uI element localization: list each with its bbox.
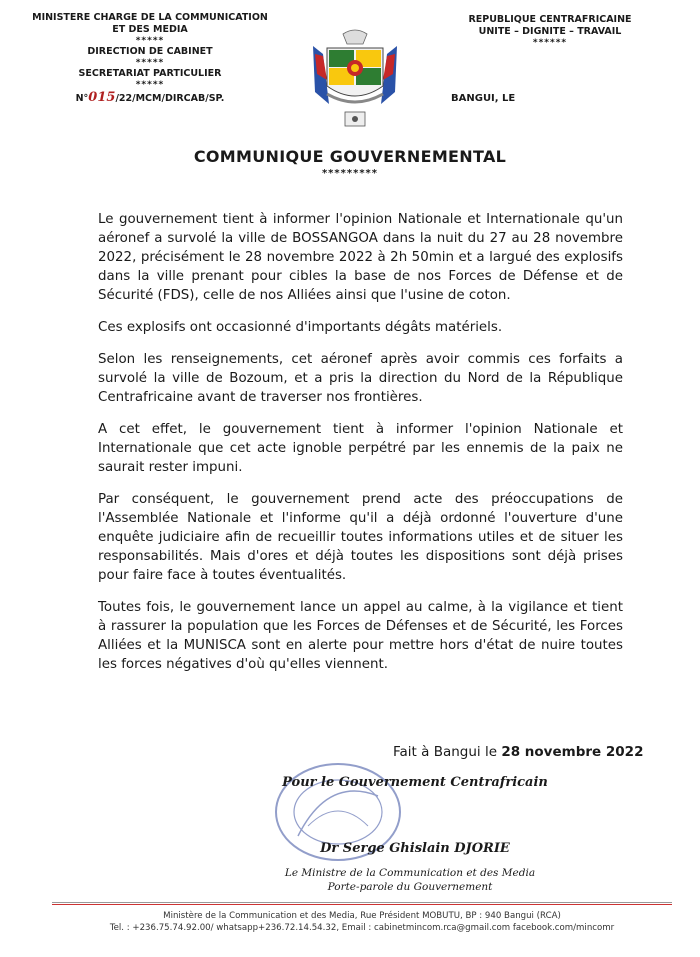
header-stars: ***** <box>135 36 165 46</box>
signed-at: Fait à Bangui le <box>393 744 498 760</box>
reference-suffix: /22/MCM/DIRCAB/SP. <box>115 93 225 104</box>
on-behalf-of: Pour le Gouvernement Centrafricain <box>282 775 548 790</box>
national-motto: UNITE – DIGNITE – TRAVAIL <box>478 26 622 37</box>
footer-contacts: Tel. : +236.75.74.92.00/ whatsapp+236.72.14.54.32, Email : cabinetmincom.rca@gmail.com facebook.com/mincomr <box>109 923 615 933</box>
country-name: REPUBLIQUE CENTRAFRICAINE <box>468 14 632 25</box>
ministry-name-2: ET DES MEDIA <box>112 24 188 35</box>
place-date-signed <box>393 744 643 760</box>
reference-number <box>20 92 280 105</box>
paragraph: Par conséquent, le gouvernement prend acte des préoccupations de l'Assemblée Nationale et l'informe qu'il a déjà ordonné l'ouverture d'une enquête judiciaire afin de recueillir toutes informations utiles et de situer les responsabilités. Mais d'ores et déjà toutes les dispositions sont déjà prises pour faire face à toutes éventualités. <box>98 492 623 583</box>
header-stars: ***** <box>135 80 165 90</box>
cabinet-direction: DIRECTION DE CABINET <box>87 46 213 57</box>
communique-body <box>98 210 623 687</box>
private-secretariat: SECRETARIAT PARTICULIER <box>78 68 222 79</box>
republic-header <box>430 14 670 48</box>
minister-title: Le Ministre de la Communication et des Media <box>284 867 536 879</box>
signed-date: 28 novembre 2022 <box>501 744 644 760</box>
title-stars: ********* <box>321 168 379 179</box>
signer-name: Dr Serge Ghislain DJORIE <box>320 841 510 856</box>
spokesperson-title: Porte-parole du Gouvernement <box>327 881 493 893</box>
communique-title: COMMUNIQUE GOUVERNEMENTAL <box>193 147 507 166</box>
footer <box>52 910 672 934</box>
paragraph: A cet effet, le gouvernement tient à informer l'opinion Nationale et Internationale que cet acte ignoble perpétré par les ennemis de la paix ne saurait rester impuni. <box>98 422 623 475</box>
place-and-date: BANGUI, LE <box>451 93 516 104</box>
header-stars: ****** <box>532 38 568 48</box>
coat-of-arms-emblem <box>305 24 405 134</box>
paragraph: Toutes fois, le gouvernement lance un appel au calme, à la vigilance et tient à rassurer la population que les Forces de Défenses et de Sécurité, les Forces Alliées et la MUNISCA sont en alerte pour mettre hors d'état de nuire toutes les forces négatives d'où qu'elles viennent. <box>98 600 623 672</box>
ministry-name: MINISTERE CHARGE DE LA COMMUNICATION <box>32 12 268 23</box>
paragraph: Ces explosifs ont occasionné d'importants dégâts matériels. <box>98 320 503 335</box>
footer-address: Ministère de la Communication et des Media, Rue Président MOBUTU, BP : 940 Bangui (RCA) <box>163 911 561 921</box>
signer-title <box>0 866 700 894</box>
paragraph: Selon les renseignements, cet aéronef après avoir commis ces forfaits a survolé la ville de Bozoum, et a pris la direction du Nord de la République Centrafricaine avant de traverser nos frontières. <box>98 352 623 405</box>
reference-handwritten-number: 015 <box>88 90 116 105</box>
header-stars: ***** <box>135 58 165 68</box>
reference-prefix: N° <box>75 93 89 104</box>
footer-divider <box>52 902 672 905</box>
ministry-header <box>20 12 280 105</box>
paragraph: Le gouvernement tient à informer l'opinion Nationale et Internationale qu'un aéronef a survolé la ville de BOSSANGOA dans la nuit du 27 au 28 novembre 2022, précisément le 28 novembre 2022 à 2h 50min et a largué des explosifs dans la ville prenant pour cibles la base de nos Forces de Défense et de Sécurité (FDS), celle de nos Alliées ainsi que l'usine de coton. <box>98 212 623 303</box>
